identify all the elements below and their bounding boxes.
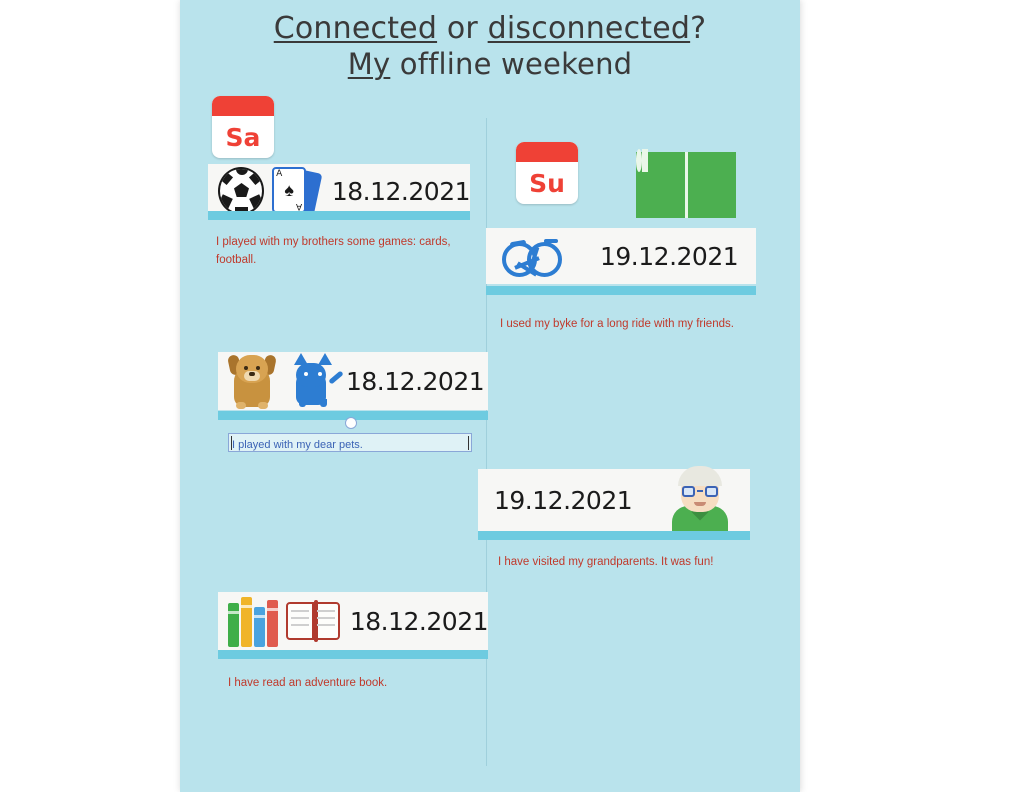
entry-card-saturday-pets[interactable]: [218, 352, 488, 410]
text-caret-end: [468, 436, 469, 450]
cat-leg-right: [320, 399, 327, 407]
dog-icon: [226, 353, 278, 409]
cat-tail: [328, 370, 343, 384]
entry-card-sunday-grandparents[interactable]: [478, 469, 750, 531]
open-book-line: [291, 624, 309, 626]
calendar-day-label: Sa: [225, 122, 261, 152]
entry-underline-saturday-book: [218, 650, 488, 659]
card-rank-top: A: [276, 169, 283, 179]
title-rest: offline weekend: [390, 46, 633, 81]
soccer-ball-icon: [218, 167, 264, 215]
title-word-connected: Connected: [273, 11, 438, 46]
grandparent-icon: [668, 464, 732, 536]
card-front-ace-of-spades: [272, 167, 306, 213]
entry-caption-sunday-grandparents: I have visited my grandparents. It was fun!: [498, 556, 714, 568]
open-book-icon: [286, 598, 340, 644]
ball-patch-mid-right: [249, 171, 263, 185]
playing-cards-icon: [270, 164, 320, 218]
entry-date: 19.12.2021: [494, 485, 633, 515]
ball-patch-top: [236, 167, 248, 175]
entry-date: 18.12.2021: [349, 606, 488, 636]
grandparent-hair: [678, 466, 722, 486]
open-book-line: [291, 617, 309, 619]
spade-glyph: ♠: [284, 180, 294, 200]
column-divider: [486, 118, 487, 766]
title-question-mark: ?: [690, 11, 707, 46]
dog-paw-right: [258, 402, 268, 409]
page-title: [180, 12, 800, 80]
title-word-or: or: [437, 11, 488, 46]
open-book-line: [317, 624, 335, 626]
entry-caption-saturday-pets: I played with my dear pets.: [232, 439, 363, 451]
pitch-midline: [685, 152, 688, 218]
dog-nose: [249, 372, 255, 376]
cat-icon: [288, 355, 338, 407]
cat-eye-right: [318, 372, 322, 376]
open-book-line: [317, 617, 335, 619]
cat-leg-left: [299, 399, 306, 407]
ball-patch-center: [234, 183, 249, 197]
book-red: [267, 600, 278, 647]
textbox-rotate-handle[interactable]: [345, 417, 357, 429]
title-word-my: My: [347, 46, 391, 81]
open-book-page-left: [286, 602, 314, 640]
dog-paw-left: [236, 402, 246, 409]
entry-underline-sunday-bike: [486, 286, 756, 295]
open-book-spine: [314, 600, 318, 642]
bicycle-icon: [502, 235, 562, 277]
entry-caption-saturday-games: I played with my brothers some games: cards, football.: [216, 236, 451, 266]
grandparent-glasses-right: [705, 486, 718, 497]
cat-ear-right: [318, 353, 332, 365]
entry-underline-saturday-games: [208, 211, 470, 220]
title-word-disconnected: disconnected: [487, 11, 691, 46]
entry-card-saturday-games[interactable]: [208, 164, 470, 218]
books-icon: [226, 595, 278, 647]
entry-date: 18.12.2021: [331, 176, 470, 206]
cat-eye-left: [304, 372, 308, 376]
title-line-1: [180, 12, 800, 46]
entry-card-saturday-book[interactable]: [218, 592, 488, 650]
book-yellow: [241, 597, 252, 647]
card-rank-bottom: A: [295, 201, 303, 211]
book-green: [228, 603, 239, 647]
poster-page: [180, 0, 800, 792]
book-blue: [254, 607, 265, 647]
open-book-line: [317, 610, 335, 612]
entry-caption-sunday-bike: I used my byke for a long ride with my friends.: [500, 318, 734, 330]
calendar-header: [212, 96, 274, 116]
calendar-day-label: Su: [529, 168, 565, 198]
football-pitch-icon: [636, 152, 736, 218]
calendar-header: [516, 142, 578, 162]
bike-handlebar: [544, 239, 558, 243]
entry-date: 19.12.2021: [600, 241, 739, 271]
saturday-calendar: [212, 96, 274, 158]
open-book-line: [291, 610, 309, 612]
grandparent-glasses-bridge: [697, 490, 703, 492]
ball-patch-bottom-right: [249, 194, 264, 209]
ball-patch-bottom-left: [218, 194, 233, 209]
entry-underline-sunday-grandparents: [478, 531, 750, 540]
entry-card-sunday-bike[interactable]: [486, 228, 756, 284]
grandparent-glasses-left: [682, 486, 695, 497]
title-line-2: [180, 48, 800, 80]
sunday-calendar: [516, 142, 578, 204]
entry-caption-saturday-book: I have read an adventure book.: [228, 677, 388, 689]
entry-date: 18.12.2021: [346, 366, 485, 396]
dog-eye-right: [256, 366, 260, 370]
pitch-goal-right: [645, 149, 648, 172]
ball-patch-mid-left: [219, 171, 233, 185]
dog-eye-left: [244, 366, 248, 370]
